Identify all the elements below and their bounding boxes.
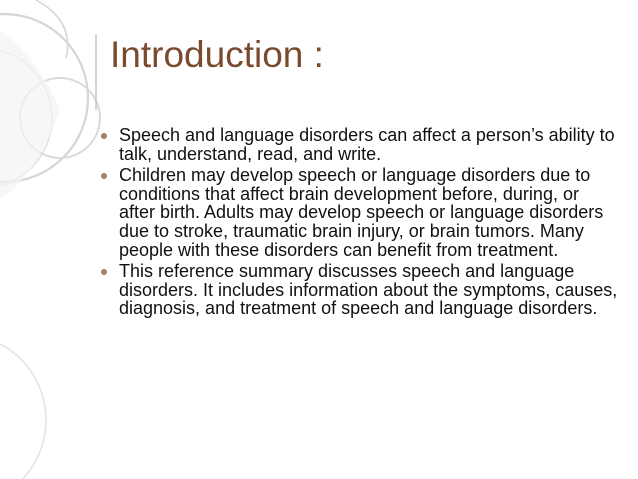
slide-title: Introduction : bbox=[110, 34, 324, 75]
bullet-icon bbox=[101, 133, 107, 139]
decor-arc-inner bbox=[0, 48, 52, 188]
bullet-text-2: Children may develop speech or language disorders due to conditions that affect brain development before, during, or after birth. Adults may develop speech or language disorders due to stroke, traumatic brain injury, or brain tumors. Many people with these disorders can benefit from treatment. bbox=[119, 165, 604, 260]
bullet-icon bbox=[101, 173, 107, 179]
decor-shade bbox=[0, 30, 60, 200]
decor-arc-outer bbox=[0, 14, 88, 182]
bullet-text-1: Speech and language disorders can affect a person’s ability to talk, understand, read, and write. bbox=[119, 125, 615, 164]
bullet-item-3 bbox=[98, 262, 618, 318]
bullet-item-2 bbox=[98, 166, 618, 259]
decor-arc-mid bbox=[20, 78, 100, 158]
bullet-icon bbox=[101, 269, 107, 275]
bullet-item-1 bbox=[98, 126, 618, 163]
bullet-list bbox=[98, 126, 618, 321]
bullet-text-3: This reference summary discusses speech and language disorders. It includes information about the symptoms, causes, diagnosis, and treatment of speech and language disorders. bbox=[119, 261, 618, 319]
decor-arc-top bbox=[36, 0, 68, 58]
decor-arc-bottom bbox=[0, 334, 46, 479]
